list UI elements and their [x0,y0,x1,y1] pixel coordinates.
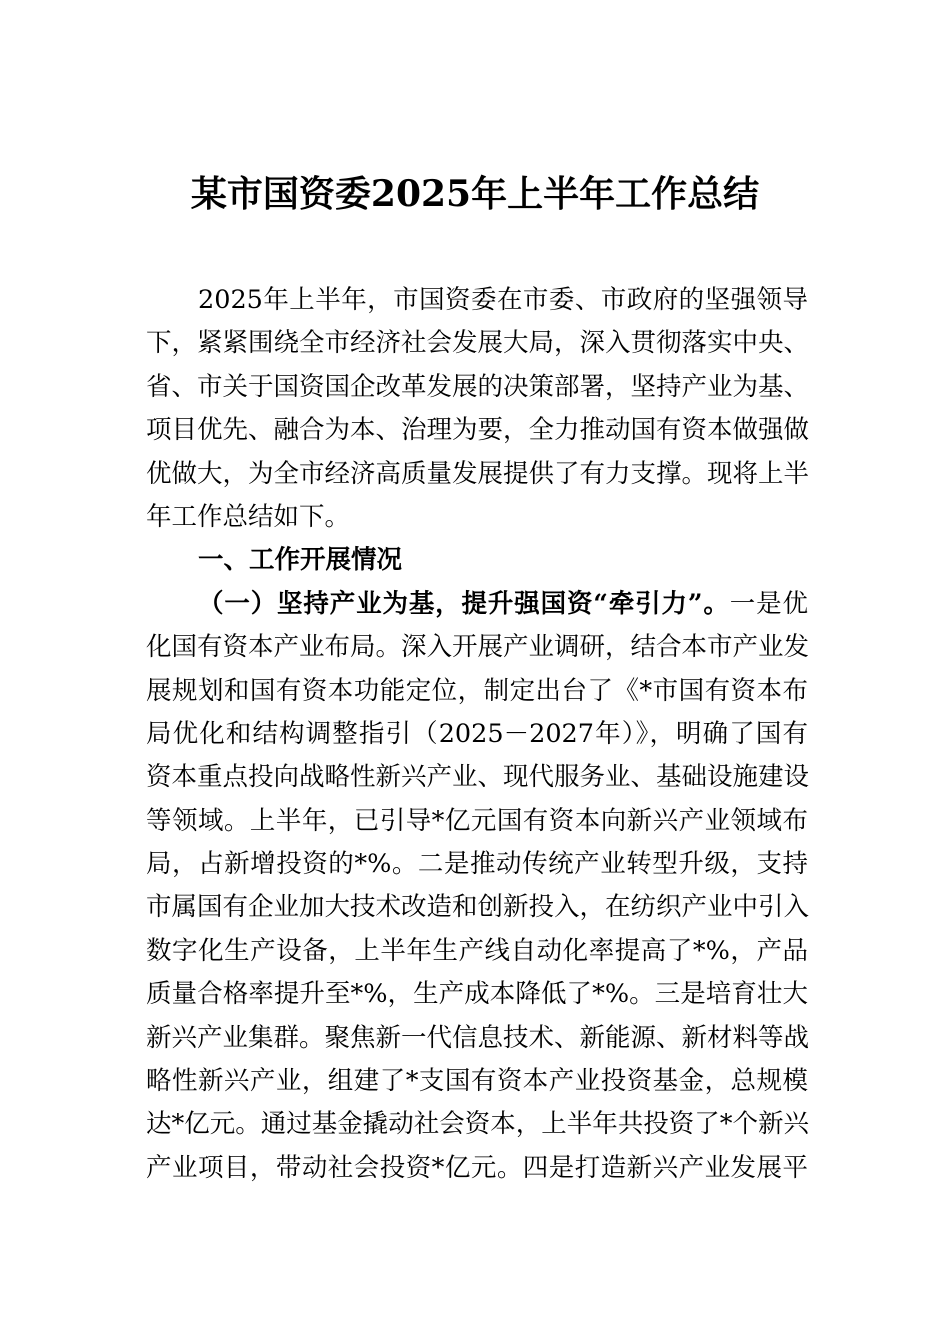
body-line: 质量合格率提升至*%，生产成本降低了*%。三是培育壮大 [146,979,808,1010]
body-line: 等领域。上半年，已引导*亿元国有资本向新兴产业领域布 [146,805,808,836]
document-title: 某市国资委2025年上半年工作总结 [190,173,760,215]
intro-line: 2025年上半年，市国资委在市委、市政府的坚强领导 [198,285,808,315]
subsection-first-line-text: 一是优 [729,588,808,619]
body-line: 局优化和结构调整指引（2025－2027年）》，明确了国有 [146,718,808,749]
subsection-heading: （一）坚持产业为基，提升强国资“牵引力”。 [198,588,730,619]
body-line: 市属国有企业加大技术改造和创新投入，在纺织产业中引入 [146,892,810,923]
intro-line: 优做大，为全市经济高质量发展提供了有力支撑。现将上半 [146,458,810,489]
intro-line: 项目优先、融合为本、治理为要，全力推动国有资本做强做 [146,415,810,446]
intro-line: 下，紧紧围绕全市经济社会发展大局，深入贯彻落实中央、 [146,328,810,359]
body-line: 产业项目，带动社会投资*亿元。四是打造新兴产业发展平 [146,1152,808,1183]
body-line: 达*亿元。通过基金撬动社会资本，上半年共投资了*个新兴 [146,1109,810,1140]
body-line: 资本重点投向战略性新兴产业、现代服务业、基础设施建设 [146,762,810,793]
body-line: 展规划和国有资本功能定位，制定出台了《*市国有资本布 [146,675,808,706]
intro-line: 年工作总结如下。 [146,501,351,532]
body-line: 略性新兴产业，组建了*支国有资本产业投资基金，总规模 [146,1066,808,1097]
body-line: 局，占新增投资的*%。二是推动传统产业转型升级，支持 [146,849,808,880]
body-line: 数字化生产设备，上半年生产线自动化率提高了*%，产品 [146,935,808,966]
section-heading: 一、工作开展情况 [198,545,403,576]
body-line: 化国有资本产业布局。深入开展产业调研，结合本市产业发 [146,632,810,663]
body-line: 新兴产业集群。聚焦新一代信息技术、新能源、新材料等战 [146,1022,810,1053]
subsection-first-line [146,583,808,626]
intro-line: 省、市关于国资国企改革发展的决策部署，坚持产业为基、 [146,371,810,402]
document-body [146,279,808,1190]
